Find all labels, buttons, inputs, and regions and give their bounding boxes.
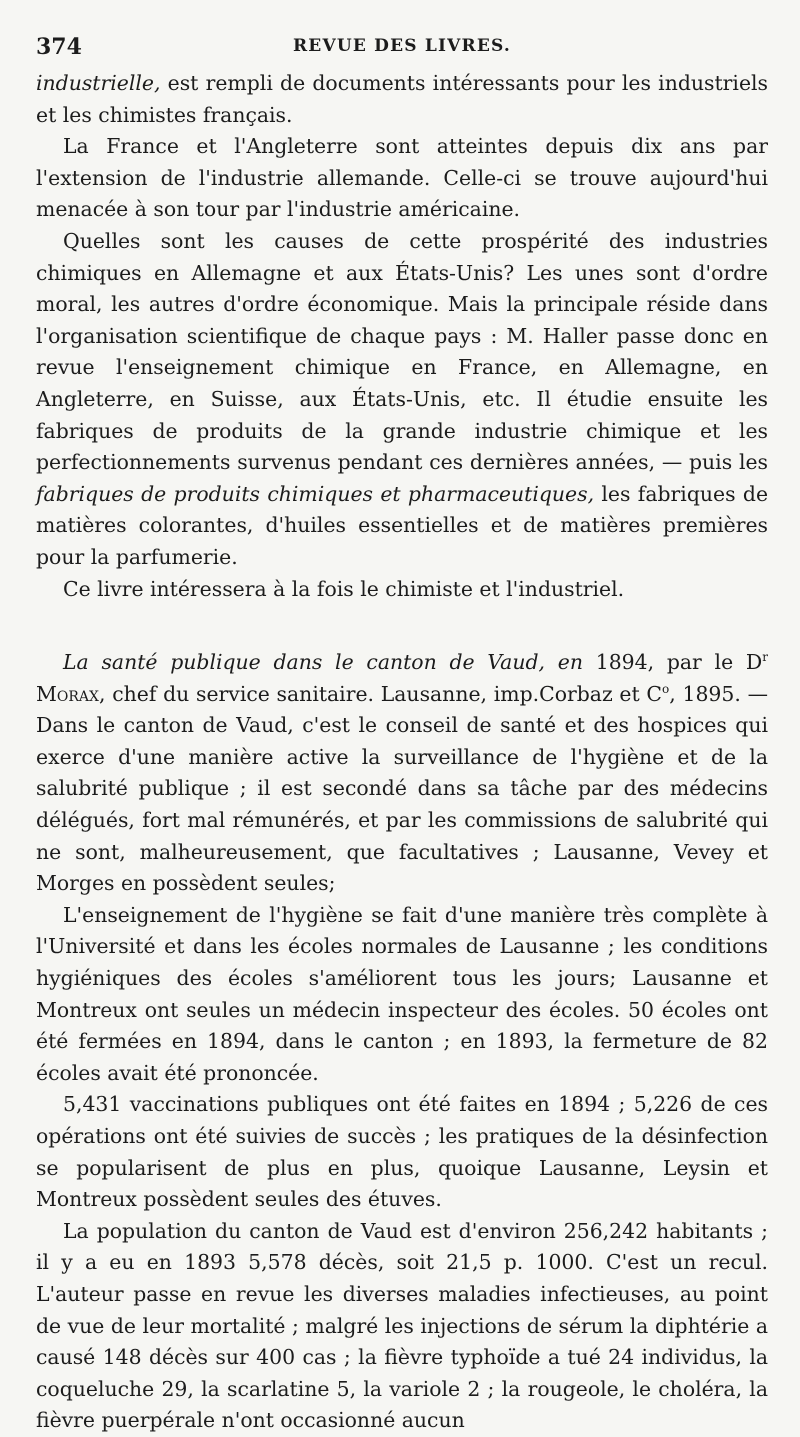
review-2-paragraph-2: L'enseignement de l'hygiène se fait d'une manière très complète à l'Université et dans les écoles normales de Lausanne ; les conditions hygiéniques des écoles s'améliorent tous les jours; Lausanne et Montreux ont seules un médecin inspecteur des écoles. 50 écoles ont été fermées en 1894, dans le canton ; en 1893, la fermeture de 82 écoles avait été prononcée.	[36, 902, 768, 1085]
paragraph-3	[36, 226, 768, 574]
paragraph-3-text-a: Quelles sont les causes de cette prospérité des industries chimiques en Allemagne et aux États-Unis? Les unes sont d'ordre moral, les autres d'ordre économique. Mais la principale réside dans l'organisation scientifique de chaque pays : M. Haller passe donc en revue l'enseignement chimique en France, en Allemagne, en Angleterre, en Suisse, aux États-Unis, etc. Il étudie ensuite les fabriques de produits de la grande industrie chimique et les perfectionnements survenus pendant ces dernières années, — puis les	[36, 228, 768, 475]
review-2-paragraph-4: La population du canton de Vaud est d'environ 256,242 habitants ; il y a eu en 1893 5,578 décès, soit 21,5 p. 1000. C'est un recul. L'auteur passe en revue les diverses maladies infectieuses, au point de vue de leur mortalité ; malgré les injections de sérum la diphtérie a causé 148 décès sur 400 cas ; la fièvre typhoïde a tué 24 individus, la coqueluche 29, la scarlatine 5, la variole 2 ; la rougeole, le choléra, la fièvre puerpérale n'ont occasionné aucun	[36, 1218, 768, 1433]
page-number: 374	[36, 34, 82, 60]
italic-term: industrielle,	[36, 71, 161, 95]
review-2-paragraph-1-text: , 1895. — Dans le canton de Vaud, c'est le conseil de santé et des hospices qui exerce d'une manière active la surveillance de l'hygiène et de la salubrité publique ; il est secondé dans sa tâche par des médecins délégués, fort mal rémunérés, et par les commissions de salubrité qui ne sont, malheureusement, que facultatives ; Lausanne, Vevey et Morges en possèdent seules;	[36, 681, 768, 896]
paragraph-1-text: est rempli de documents intéressants pour les industriels et les chimistes français.	[36, 71, 768, 127]
paragraph-4: Ce livre intéressera à la fois le chimiste et l'industriel.	[63, 576, 625, 601]
page-body	[36, 68, 768, 1437]
review-2-title: La santé publique dans le canton de Vaud, en	[63, 650, 583, 675]
review-2-paragraph-3: 5,431 vaccinations publiques ont été faites en 1894 ; 5,226 de ces opérations ont été suivies de succès ; les pratiques de la désinfection se popularisent de plus en plus, quoique Lausanne, Leysin et Montreux possèdent seules des étuves.	[36, 1092, 768, 1212]
paragraph-3-italic: fabriques de produits chimiques et pharmaceutiques,	[36, 481, 595, 506]
running-title: REVUE DES LIVRES.	[292, 36, 512, 56]
doctor-abbrev-sup: r	[762, 650, 768, 665]
review-2-author: Morax,	[36, 681, 106, 706]
paragraph-2: La France et l'Angleterre sont atteintes depuis dix ans par l'extension de l'industrie allemande. Celle-ci se trouve aujourd'hui menacée à son tour par l'industrie américaine.	[36, 134, 768, 222]
section-gap	[36, 605, 768, 647]
review-2-year: 1894, par le D	[582, 650, 763, 675]
company-abbrev-sup: o	[662, 681, 670, 696]
paragraph-3-text-b: les fabriques de matières colorantes, d'huiles essentielles et de matières premières pour la parfumerie.	[36, 481, 769, 569]
paragraph-1	[36, 68, 768, 131]
page-header	[36, 28, 768, 68]
review-2-imprint: chef du service sanitaire. Lausanne, imp.Corbaz et C	[105, 681, 663, 706]
review-2-heading-paragraph	[36, 647, 768, 900]
